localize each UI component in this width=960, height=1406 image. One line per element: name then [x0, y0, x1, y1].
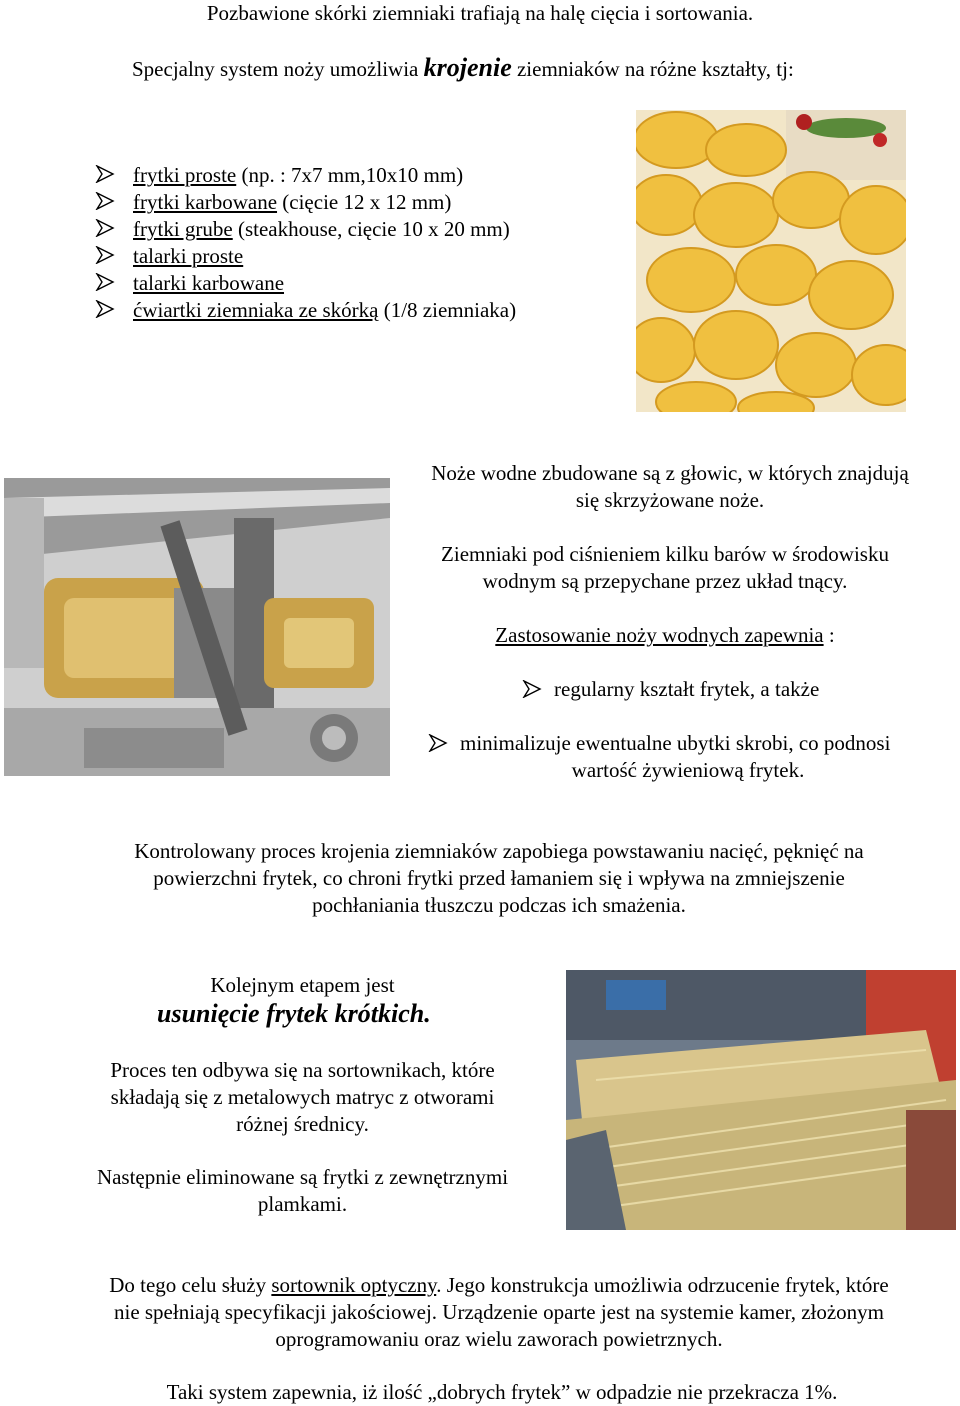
- cut-link[interactable]: ćwiartki ziemniaka ze skórką: [133, 298, 379, 322]
- knives-p1-line-2: się skrzyżowane noże.: [575, 488, 765, 512]
- knives-p2-line-2: wodnym są przepychane przez układ tnący.: [482, 569, 848, 593]
- cut-link[interactable]: talarki karbowane: [133, 271, 285, 295]
- control-line-2: powierzchni frytek, co chroni frytki przed łamaniem się i wpływa na zmniejszenie: [153, 866, 845, 890]
- arrow-bullet-icon: [522, 680, 542, 698]
- list-item: [95, 297, 516, 324]
- sorting-next-stage: Kolejnym etapem jest: [210, 973, 395, 997]
- control-line-3: pochłaniania tłuszczu podczas ich smażenia.: [312, 893, 686, 917]
- optical-sorter-link[interactable]: sortownik optyczny: [271, 1273, 437, 1297]
- cut-link[interactable]: frytki grube: [133, 217, 233, 241]
- cut-detail: (cięcie 12 x 12 mm): [277, 190, 452, 214]
- sorting-paragraph-1: [40, 1057, 565, 1138]
- intro-line-2: [132, 54, 794, 83]
- optical-line-3: oprogramowaniu oraz wielu zaworach powietrznych.: [275, 1327, 723, 1351]
- arrow-bullet-icon: [428, 734, 448, 752]
- cut-detail: (steakhouse, cięcie 10 x 20 mm): [232, 217, 510, 241]
- optical-line-1-pre: Do tego celu służy: [109, 1273, 272, 1297]
- list-item: [95, 162, 516, 189]
- cut-link[interactable]: talarki proste: [133, 244, 244, 268]
- arrow-bullet-icon: [95, 246, 115, 264]
- intro-line-2-pre: Specjalny system noży umożliwia: [132, 57, 424, 81]
- optical-paragraph: [0, 1272, 960, 1353]
- list-item: [95, 243, 516, 270]
- sorting-p2-line-2: plamkami.: [257, 1192, 348, 1216]
- sorting-machine-photo: [566, 970, 956, 1230]
- list-item: [95, 216, 516, 243]
- arrow-bullet-icon: [95, 219, 115, 237]
- list-item: [95, 189, 516, 216]
- optical-line-2: nie spełniają specyfikacji jakościowej. Urządzenie oparte jest na systemie kamer, złożonym: [113, 1300, 885, 1324]
- knives-p2-line-1: Ziemniaki pod ciśnieniem kilku barów w środowisku: [441, 542, 889, 566]
- sorting-p1-line-2: składają się z metalowych matryc z otworami: [110, 1085, 495, 1109]
- water-knife-machine-photo: [4, 478, 390, 776]
- intro-line-2-post: ziemniaków na różne kształty, tj:: [511, 57, 794, 81]
- optical-line-1-post: . Jego konstrukcja umożliwia odrzucenie frytek, które: [436, 1273, 889, 1297]
- control-paragraph: [0, 838, 960, 919]
- cut-detail: (np. : 7x7 mm,10x10 mm): [236, 163, 464, 187]
- knives-use-link[interactable]: Zastosowanie noży wodnych zapewnia: [495, 623, 824, 647]
- arrow-bullet-icon: [95, 273, 115, 291]
- arrow-bullet-icon: [95, 300, 115, 318]
- cut-link[interactable]: frytki proste: [133, 163, 237, 187]
- arrow-bullet-icon: [95, 192, 115, 210]
- benefit-2-line-2: wartość żywieniową frytek.: [571, 758, 805, 782]
- sorting-paragraph-2: [40, 1164, 565, 1218]
- sorting-p1-line-1: Proces ten odbywa się na sortownikach, które: [110, 1058, 495, 1082]
- control-line-1: Kontrolowany proces krojenia ziemniaków zapobiega powstawaniu nacięć, pęknięć na: [134, 839, 864, 863]
- cut-types-list: [95, 162, 516, 324]
- potato-slices-photo: [636, 110, 906, 412]
- sorting-removal-title: usunięcie frytek krótkich.: [157, 999, 431, 1028]
- cut-detail: (1/8 ziemniaka): [378, 298, 517, 322]
- knives-paragraph-1: [400, 460, 940, 514]
- benefit-item-1: [522, 676, 819, 703]
- intro-emphasis-krojenie: krojenie: [423, 53, 512, 82]
- optical-line-1: [0, 1272, 960, 1299]
- footer-line: Taki system zapewnia, iż ilość „dobrych frytek” w odpadzie nie przekracza 1%.: [166, 1380, 838, 1404]
- sorting-p2-line-1: Następnie eliminowane są frytki z zewnętrznymi: [96, 1165, 509, 1189]
- arrow-bullet-icon: [95, 165, 115, 183]
- knives-p1-line-1: Noże wodne zbudowane są z głowic, w których znajdują: [431, 461, 909, 485]
- cut-link[interactable]: frytki karbowane: [133, 190, 278, 214]
- benefit-2-line-1: minimalizuje ewentualne ubytki skrobi, co podnosi: [460, 731, 891, 755]
- benefit-item-2: [428, 730, 890, 757]
- intro-line-1: Pozbawione skórki ziemniaki trafiają na halę cięcia i sortowania.: [206, 1, 754, 25]
- benefit-1-text: regularny kształt frytek, a także: [554, 677, 820, 701]
- knives-use-colon: :: [823, 623, 835, 647]
- knives-paragraph-2: [400, 541, 930, 595]
- sorting-p1-line-3: różnej średnicy.: [236, 1112, 369, 1136]
- list-item: [95, 270, 516, 297]
- knives-use-heading: [400, 622, 930, 649]
